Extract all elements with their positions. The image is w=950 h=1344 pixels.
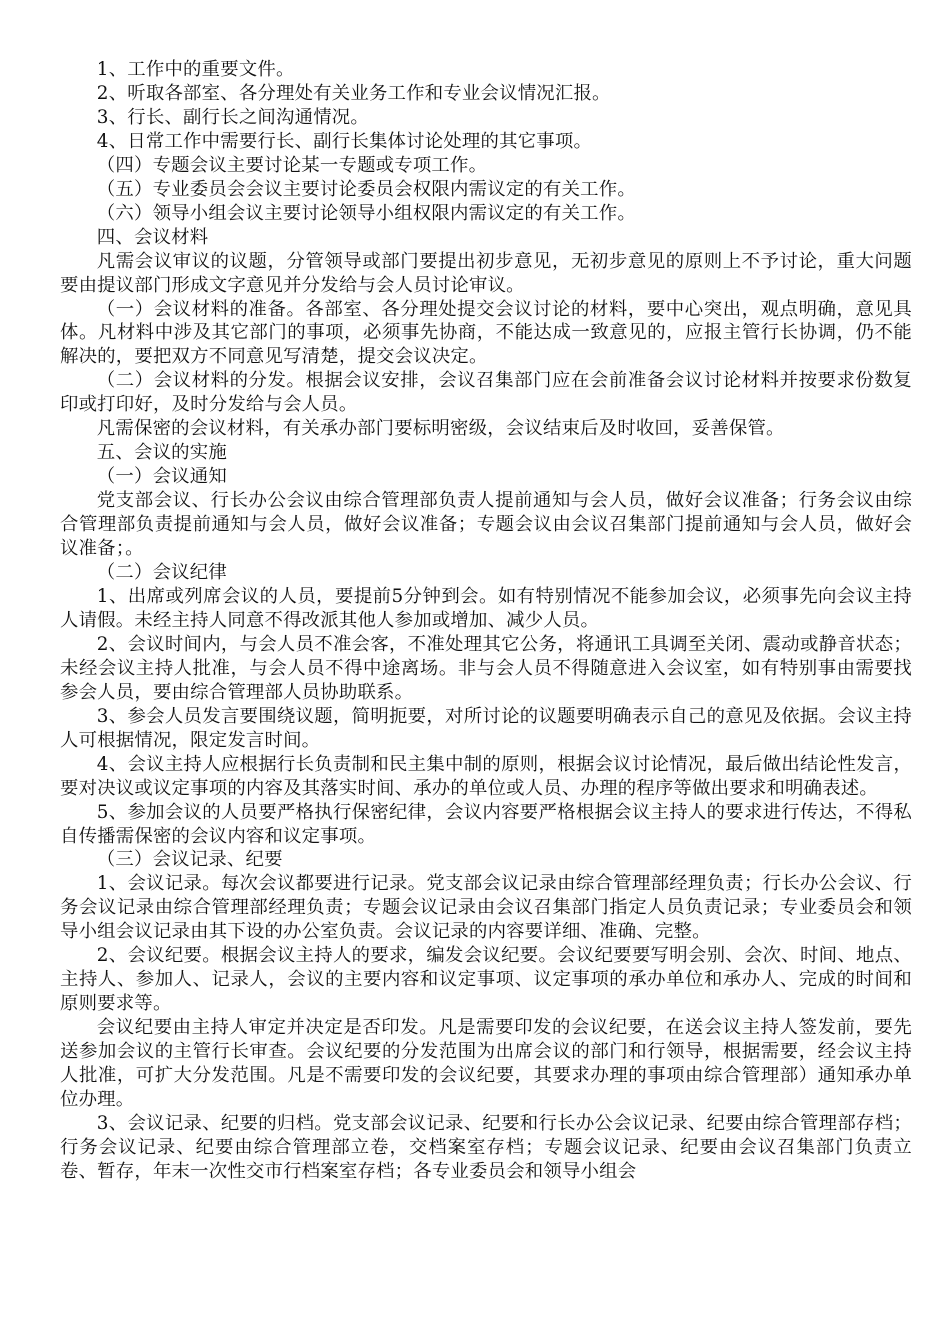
paragraph-15: 党支部会议、行长办公会议由综合管理部负责人提前通知与会人员，做好会议准备；行务会议由综合管理部负责提前通知与会人员，做好会议准备；专题会议由会议召集部门提前通知与会人员，做好会议准备；。 — [60, 490, 912, 560]
paragraph-5: （四）专题会议主要讨论某一专题或专项工作。 — [96, 154, 488, 176]
paragraph-26: 3、会议记录、纪要的归档。党支部会议记录、纪要和行长办公会议记录、纪要由综合管理部存档；行务会议记录、纪要由综合管理部立卷，交档案室存档；专题会议记录、纪要由会议召集部门负责立卷、暂存，年末一次性交市行档案室存档；各专业委员会和领导小组会 — [60, 1112, 912, 1182]
paragraph-4: 4、日常工作中需要行长、副行长集体讨论处理的其它事项。 — [96, 130, 593, 152]
section-heading-implementation: 五、会议的实施 — [96, 442, 227, 464]
paragraph-17: 1、出席或列席会议的人员，要提前5分钟到会。如有特别情况不能参加会议，必须事先向会议主持人请假。未经主持人同意不得改派其他人参加或增加、减少人员。 — [60, 585, 912, 631]
paragraph-12: 凡需保密的会议材料，有关承办部门要标明密级，会议结束后及时收回，妥善保管。 — [96, 418, 785, 440]
paragraph-19: 3、参会人员发言要围绕议题，简明扼要，对所讨论的议题要明确表示自己的意见及依据。会议主持人可根据情况，限定发言时间。 — [60, 705, 912, 751]
paragraph-6: （五）专业委员会会议主要讨论委员会权限内需议定的有关工作。 — [96, 178, 636, 200]
paragraph-18: 2、会议时间内，与会人员不准会客，不准处理其它公务，将通讯工具调至关闭、震动或静音状态；未经会议主持人批准，与会人员不得中途离场。非与会人员不得随意进入会议室，如有特别事由需要找参会人员，要由综合管理部人员协助联系。 — [60, 633, 912, 703]
paragraph-2: 2、听取各部室、各分理处有关业务工作和专业会议情况汇报。 — [96, 82, 611, 104]
subheading-records: （三）会议记录、纪要 — [96, 849, 283, 871]
paragraph-7: （六）领导小组会议主要讨论领导小组权限内需议定的有关工作。 — [96, 202, 636, 224]
paragraph-25: 会议纪要由主持人审定并决定是否印发。凡是需要印发的会议纪要，在送会议主持人签发前，要先送参加会议的主管行长审查。会议纪要的分发范围为出席会议的部门和行领导，根据需要，经会议主持人批准，可扩大分发范围。凡是不需要印发的会议纪要，其要求办理的事项由综合管理部）通知承办单位办理。 — [60, 1017, 912, 1110]
paragraph-11: （二）会议材料的分发。根据会议安排，会议召集部门应在会前准备会议讨论材料并按要求份数复印或打印好，及时分发给与会人员。 — [60, 370, 912, 416]
paragraph-24: 2、会议纪要。根据会议主持人的要求，编发会议纪要。会议纪要要写明会别、会次、时间、地点、主持人、参加人、记录人，会议的主要内容和议定事项、议定事项的承办单位和承办人、完成的时间和原则要求等。 — [60, 945, 912, 1015]
section-heading-materials: 四、会议材料 — [96, 226, 209, 248]
paragraph-21: 5、参加会议的人员要严格执行保密纪律，会议内容要严格根据会议主持人的要求进行传达，不得私自传播需保密的会议内容和议定事项。 — [60, 801, 912, 847]
paragraph-10: （一）会议材料的准备。各部室、各分理处提交会议讨论的材料，要中心突出，观点明确，意见具体。凡材料中涉及其它部门的事项，必须事先协商，不能达成一致意见的，应报主管行长协调，仍不能解决的，要把双方不同意见写清楚，提交会议决定。 — [60, 298, 912, 368]
paragraph-20: 4、会议主持人应根据行长负责制和民主集中制的原则，根据会议讨论情况，最后做出结论性发言，要对决议或议定事项的内容及其落实时间、承办的单位或人员、办理的程序等做出要求和明确表述。 — [60, 753, 912, 799]
subheading-discipline: （二）会议纪律 — [96, 562, 227, 584]
paragraph-23: 1、会议记录。每次会议都要进行记录。党支部会议记录由综合管理部经理负责；行长办公会议、行务会议记录由综合管理部经理负责；专题会议记录由会议召集部门指定人员负责记录；专业委员会和领导小组会议记录由其下设的办公室负责。会议记录的内容要详细、准确、完整。 — [60, 873, 912, 943]
paragraph-3: 3、行长、副行长之间沟通情况。 — [96, 106, 369, 128]
subheading-notice: （一）会议通知 — [96, 466, 227, 488]
paragraph-1: 1、工作中的重要文件。 — [96, 59, 295, 80]
paragraph-9: 凡需会议审议的议题，分管领导或部门要提出初步意见，无初步意见的原则上不予讨论，重大问题要由提议部门形成文字意见并分发给与会人员讨论审议。 — [60, 250, 912, 296]
